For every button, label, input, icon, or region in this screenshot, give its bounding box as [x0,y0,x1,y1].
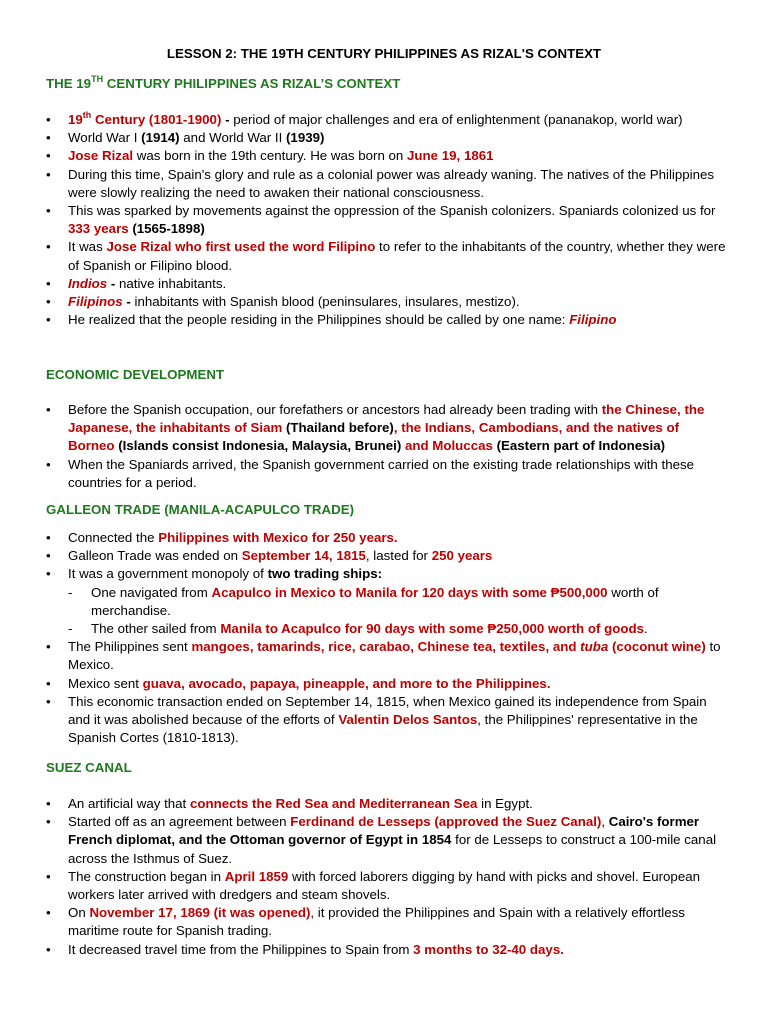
text-run: (coconut wine) [608,639,706,655]
text-run: the Chinese, the Japanese, the inhabitants of Siam [68,402,705,436]
list-suez-canal [0,795,768,959]
bullet-marker: • [46,693,51,709]
bullet-marker: • [46,675,51,691]
dash-marker: - [68,621,73,637]
text-run: for de Lesseps to construct a 100-mile canal across the Isthmus of Suez. [68,832,717,866]
text-run: - [107,275,116,291]
bullet-marker: • [46,312,51,328]
document-title: LESSON 2: THE 19TH CENTURY PHILIPPINES AS RIZAL'S CONTEXT [166,46,602,61]
bullet-marker: • [46,941,51,957]
text-run: Mexico sent [68,675,143,691]
text-run: Jose Rizal who first used the word Filipino [106,239,376,255]
text-run: During this time, Spain's glory and rule as a colonial power was already waning. The natives of the Philippines were slowly realizing the need to awaken their national consciousness. [68,166,715,200]
text-run: (Thailand before) [282,420,394,436]
bullet-marker: • [46,294,51,310]
list-item [0,238,768,274]
list-galleon-trade [0,529,768,747]
text-run: Philippines with Mexico for 250 years. [158,530,398,545]
list-item [0,675,768,693]
list-item [0,565,768,583]
list-item [0,813,768,868]
list-item [0,202,768,238]
text-run: Cairo's former French diplomat, and the Ottoman governor of Egypt in 1854 [68,814,700,848]
text-run: (1939) [286,130,325,146]
heading-text: CENTURY PHILIPPINES AS RIZAL’S CONTEXT [103,76,401,91]
text-run: Connected the [68,530,159,545]
text-run: The other sailed from [91,621,221,637]
list-item [0,904,768,940]
text-run: He realized that the people residing in the Philippines should be called by one name: [68,312,570,328]
text-run: mangoes, tamarinds, rice, carabao, Chinese tea, textiles, and [191,639,581,655]
bullet-marker: • [46,905,51,921]
text-run: th [82,109,92,120]
text-run: September 14, 1815 [241,548,366,564]
text-run: tuba [580,639,609,655]
text-run: April 1859 [224,868,289,884]
text-run: 250 years [431,548,493,564]
text-run: (1914) [141,130,180,146]
text-run: The construction began in [68,868,225,884]
text-run: , the Philippines' representative in the Spanish Cortes (1810-1813). [68,712,698,746]
text-run: Galleon Trade was ended on [68,548,242,564]
heading-text: THE 19 [46,76,92,91]
list-item [0,693,768,748]
list-19th-century [0,111,768,329]
list-item [0,147,768,165]
heading-superscript: TH [91,73,104,84]
text-run: November 17, 1869 (it was opened) [89,905,311,921]
heading-suez-canal: SUEZ CANAL [46,760,132,775]
list-item [0,456,768,492]
bullet-marker: • [46,456,51,472]
text-run: 333 years [68,221,129,237]
list-item [0,111,768,129]
list-item [0,529,768,547]
text-run: Before the Spanish occupation, our forefathers or ancestors had already been trading with [68,402,602,417]
bullet-marker: • [46,814,51,830]
text-run: When the Spaniards arrived, the Spanish government carried on the existing trade relationships with these countries for a period. [68,456,695,490]
text-run: , it provided the Philippines and Spain with a relatively effortless maritime route for Spanish trading. [68,905,685,939]
sub-list-item [0,620,768,638]
text-run: , lasted for [365,548,432,564]
list-item [0,547,768,565]
text-run: Ferdinand de Lesseps (approved the Suez Canal) [290,814,602,830]
text-run: It was a government monopoly of [68,566,268,582]
list-item [0,275,768,293]
heading-economic-development: ECONOMIC DEVELOPMENT [46,367,225,382]
text-run: guava, avocado, papaya, pineapple, and more to the Philippines. [142,675,551,691]
sub-list-item [0,584,768,620]
text-run: and Moluccas [401,438,493,454]
text-run: Valentin Delos Santos [338,712,478,728]
text-run: , the Indians, Cambodians, and the natives of Borneo [68,420,680,454]
text-run: This economic transaction ended on September 14, 1815, when Mexico gained its independence from Spain and it was abolished because of the efforts of [68,693,707,728]
bullet-marker: • [46,796,51,811]
heading-galleon-trade: GALLEON TRADE (MANILA-ACAPULCO TRADE) [46,502,355,517]
bullet-marker: • [46,566,51,582]
dash-marker: - [68,584,73,600]
bullet-marker: • [46,112,51,127]
list-item [0,941,768,959]
text-run: 3 months to 32-40 days. [413,941,564,957]
text-run: and World War II [179,130,286,146]
text-run: Acapulco in Mexico to Manila for 120 days with some ₱500,000 [211,584,608,600]
text-run: One navigated from [91,584,212,600]
text-run: It was [68,239,107,255]
list-item [0,166,768,202]
text-run: (Eastern part of Indonesia) [492,438,666,454]
bullet-marker: • [46,275,51,291]
text-run: to refer to the inhabitants of the country, whether they were of Spanish or Filipino blood. [68,239,726,273]
text-run: (Islands consist Indonesia, Malaysia, Brunei) [114,438,402,454]
list-item [0,868,768,904]
text-run: Filipino [569,312,617,328]
text-run: This was sparked by movements against the oppression of the Spanish colonizers. Spaniards colonized us for [68,203,716,219]
list-item [0,129,768,147]
text-run: - [221,112,230,127]
text-run: World War I [68,130,142,146]
bullet-marker: • [46,203,51,219]
bullet-marker: • [46,166,51,182]
list-item [0,638,768,674]
text-run: Filipinos [68,294,123,310]
bullet-marker: • [46,239,51,255]
text-run: , [601,814,609,830]
text-run: inhabitants with Spanish blood (peninsulares, insulares, mestizo). [130,294,520,310]
bullet-marker: • [46,148,51,164]
list-item [0,795,768,813]
bullet-marker: • [46,868,51,884]
text-run: - [122,294,131,310]
list-item [0,311,768,329]
list-item [0,293,768,311]
list-economic-development [0,401,768,492]
text-run: . [643,621,648,637]
text-run: to Mexico. [68,639,721,673]
bullet-marker: • [46,530,51,545]
text-run: It decreased travel time from the Philippines to Spain from [68,941,414,957]
text-run: An artificial way that [68,796,190,811]
text-run: with forced laborers digging by hand with picks and shovel. European workers later arrived with dredgers and steam shovels. [68,868,701,903]
text-run: On [68,905,90,921]
text-run: (1565-1898) [128,221,205,237]
text-run: Started off as an agreement between [68,814,291,830]
text-run: Indios [68,275,108,291]
text-run: connects the Red Sea and Mediterranean Sea [189,796,478,811]
text-run: native inhabitants. [115,275,227,291]
text-run: June 19, 1861 [407,148,494,164]
text-run: worth of merchandise. [91,584,659,618]
text-run: two trading ships: [267,566,383,582]
bullet-marker: • [46,130,51,146]
text-run: 19 [68,112,83,127]
bullet-marker: • [46,639,51,655]
text-run: Manila to Acapulco for 90 days with some ₱250,000 worth of goods [220,621,644,637]
text-run: period of major challenges and era of enlightenment (pananakop, world war) [229,112,683,127]
list-item [0,401,768,456]
text-run: Century (1801-1900) [91,112,222,127]
bullet-marker: • [46,402,51,417]
heading-19th-century [46,75,400,93]
text-run: was born in the 19th century. He was born on [133,148,408,164]
text-run: The Philippines sent [68,639,192,655]
text-run: in Egypt. [477,796,533,811]
bullet-marker: • [46,548,51,564]
text-run: Jose Rizal [68,148,134,164]
